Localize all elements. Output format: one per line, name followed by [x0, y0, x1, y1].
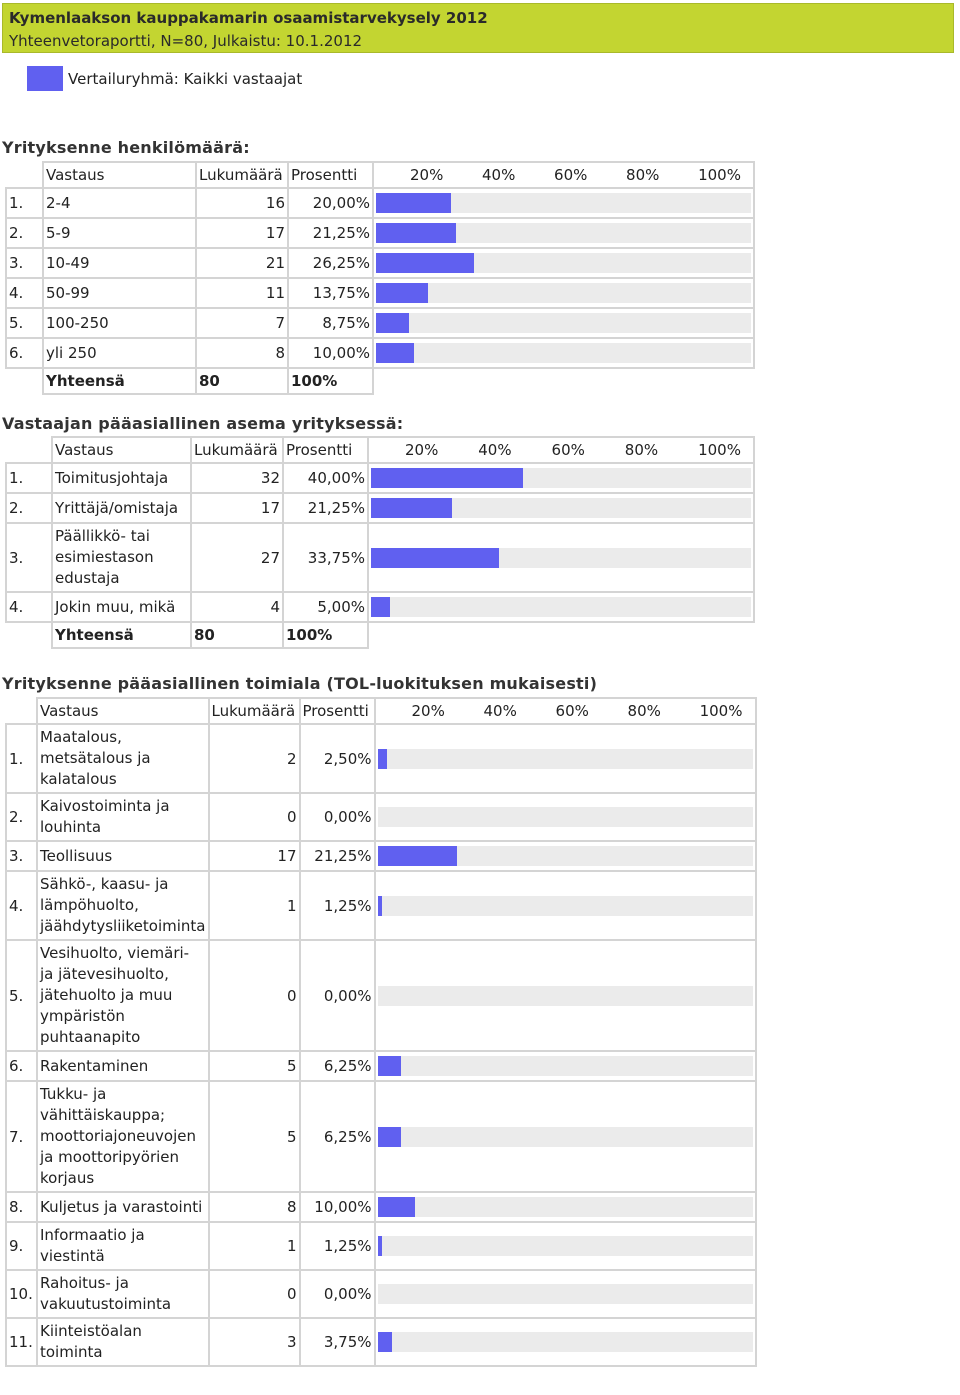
- row-answer: Rahoitus- ja vakuutustoiminta: [37, 1270, 209, 1318]
- table-row: [6, 592, 754, 622]
- report-header: [2, 3, 954, 53]
- bar-fill: [371, 597, 390, 617]
- row-count: 4: [191, 592, 283, 622]
- row-percent: 33,75%: [283, 523, 368, 592]
- bar-fill: [378, 1056, 401, 1076]
- axis-tick-label: 60%: [554, 166, 588, 184]
- bar-fill: [371, 548, 499, 568]
- table-header-row: [6, 162, 754, 188]
- row-number: 3.: [6, 841, 37, 871]
- axis-tick-label: 80%: [627, 702, 661, 720]
- bar-track: [371, 468, 751, 488]
- axis-tick-label: 100%: [699, 702, 743, 720]
- row-number: 8.: [6, 1192, 37, 1222]
- bar-track: [376, 223, 751, 243]
- row-count: 5: [209, 1081, 300, 1192]
- row-answer: yli 250: [43, 338, 196, 368]
- total-row: [6, 368, 754, 394]
- axis-ticks: [378, 702, 753, 720]
- header-count: Lukumäärä: [196, 162, 288, 188]
- row-answer: Kuljetus ja varastointi: [37, 1192, 209, 1222]
- table-row: [6, 338, 754, 368]
- row-answer: Tukku- ja vähittäiskauppa; moottoriajoneuvojen ja moottoripyörien korjaus: [37, 1081, 209, 1192]
- bar-track: [378, 807, 753, 827]
- row-answer: Kaivostoiminta ja louhinta: [37, 793, 209, 841]
- header-ticks: [373, 162, 754, 188]
- total-percent: 100%: [283, 622, 368, 648]
- table-header-row: [6, 698, 756, 724]
- total-percent: 100%: [288, 368, 373, 394]
- axis-tick-label: 60%: [555, 702, 589, 720]
- table-row: [6, 493, 754, 523]
- row-bar-cell: [375, 1222, 756, 1270]
- row-bar-cell: [373, 338, 754, 368]
- header-count: Lukumäärä: [209, 698, 300, 724]
- bar-fill: [378, 1332, 392, 1352]
- row-percent: 5,00%: [283, 592, 368, 622]
- row-bar-cell: [373, 188, 754, 218]
- row-count: 0: [209, 940, 300, 1051]
- row-count: 32: [191, 463, 283, 493]
- row-number: 10.: [6, 1270, 37, 1318]
- row-percent: 26,25%: [288, 248, 373, 278]
- bar-fill: [378, 1127, 401, 1147]
- axis-tick-label: 60%: [551, 441, 585, 459]
- row-percent: 0,00%: [300, 1270, 375, 1318]
- row-answer: Jokin muu, mikä: [52, 592, 191, 622]
- row-count: 11: [196, 278, 288, 308]
- row-bar-cell: [375, 724, 756, 793]
- bar-track: [378, 1197, 753, 1217]
- row-answer: 2-4: [43, 188, 196, 218]
- section-title-position: Vastaajan pääasiallinen asema yrityksessä:: [2, 414, 404, 433]
- row-count: 1: [209, 871, 300, 940]
- header-percent: Prosentti: [288, 162, 373, 188]
- axis-ticks: [376, 166, 751, 184]
- header-answer: Vastaus: [52, 437, 191, 463]
- row-percent: 10,00%: [288, 338, 373, 368]
- total-empty: [368, 622, 754, 648]
- bar-fill: [376, 223, 456, 243]
- total-blank: [6, 622, 52, 648]
- row-answer: Teollisuus: [37, 841, 209, 871]
- bar-track: [376, 313, 751, 333]
- row-percent: 6,25%: [300, 1051, 375, 1081]
- row-bar-cell: [368, 493, 754, 523]
- row-percent: 6,25%: [300, 1081, 375, 1192]
- row-bar-cell: [368, 463, 754, 493]
- table-industry: [5, 697, 757, 1367]
- row-bar-cell: [375, 1270, 756, 1318]
- axis-tick-label: 40%: [478, 441, 512, 459]
- bar-track: [376, 343, 751, 363]
- table-row: [6, 871, 756, 940]
- table-row: [6, 463, 754, 493]
- row-count: 17: [209, 841, 300, 871]
- bar-fill: [378, 846, 458, 866]
- row-percent: 10,00%: [300, 1192, 375, 1222]
- row-number: 2.: [6, 218, 43, 248]
- row-percent: 8,75%: [288, 308, 373, 338]
- bar-track: [371, 597, 751, 617]
- row-number: 5.: [6, 940, 37, 1051]
- table-row: [6, 1222, 756, 1270]
- row-count: 16: [196, 188, 288, 218]
- table-row: [6, 308, 754, 338]
- total-count: 80: [191, 622, 283, 648]
- bar-fill: [378, 1197, 416, 1217]
- row-percent: 21,25%: [288, 218, 373, 248]
- bar-fill: [376, 193, 451, 213]
- bar-track: [378, 1332, 753, 1352]
- row-bar-cell: [375, 1192, 756, 1222]
- row-percent: 20,00%: [288, 188, 373, 218]
- header-answer: Vastaus: [43, 162, 196, 188]
- row-answer: Maatalous, metsätalous ja kalatalous: [37, 724, 209, 793]
- row-count: 17: [196, 218, 288, 248]
- row-number: 6.: [6, 1051, 37, 1081]
- row-percent: 0,00%: [300, 940, 375, 1051]
- axis-ticks: [371, 441, 751, 459]
- row-percent: 40,00%: [283, 463, 368, 493]
- table-row: [6, 278, 754, 308]
- axis-tick-label: 80%: [624, 441, 659, 459]
- row-number: 3.: [6, 248, 43, 278]
- total-label: Yhteensä: [52, 622, 191, 648]
- bar-fill: [378, 1236, 383, 1256]
- row-number: 2.: [6, 493, 52, 523]
- header-blank: [6, 698, 37, 724]
- row-bar-cell: [375, 841, 756, 871]
- table-row: [6, 724, 756, 793]
- row-percent: 13,75%: [288, 278, 373, 308]
- bar-track: [378, 1127, 753, 1147]
- row-number: 1.: [6, 188, 43, 218]
- row-percent: 1,25%: [300, 1222, 375, 1270]
- row-bar-cell: [375, 940, 756, 1051]
- bar-track: [378, 846, 753, 866]
- row-answer: 100-250: [43, 308, 196, 338]
- row-answer: Informaatio ja viestintä: [37, 1222, 209, 1270]
- row-count: 7: [196, 308, 288, 338]
- table-row: [6, 940, 756, 1051]
- axis-tick-label: 40%: [482, 166, 516, 184]
- row-number: 4.: [6, 871, 37, 940]
- row-number: 4.: [6, 278, 43, 308]
- report-subtitle: Yhteenvetoraportti, N=80, Julkaistu: 10.1.2012: [9, 32, 363, 50]
- bar-fill: [371, 498, 452, 518]
- table-row: [6, 1081, 756, 1192]
- bar-fill: [376, 343, 414, 363]
- total-empty: [373, 368, 754, 394]
- bar-track: [378, 1056, 753, 1076]
- bar-track: [378, 896, 753, 916]
- row-bar-cell: [375, 793, 756, 841]
- header-ticks: [375, 698, 756, 724]
- row-number: 5.: [6, 308, 43, 338]
- row-count: 2: [209, 724, 300, 793]
- bar-track: [376, 283, 751, 303]
- row-percent: 2,50%: [300, 724, 375, 793]
- header-ticks: [368, 437, 754, 463]
- bar-track: [371, 498, 751, 518]
- row-bar-cell: [373, 308, 754, 338]
- table-row: [6, 1192, 756, 1222]
- bar-fill: [376, 313, 409, 333]
- row-answer: Toimitusjohtaja: [52, 463, 191, 493]
- row-count: 17: [191, 493, 283, 523]
- axis-tick-label: 20%: [410, 166, 444, 184]
- table-row: [6, 523, 754, 592]
- row-answer: Yrittäjä/omistaja: [52, 493, 191, 523]
- row-answer: 50-99: [43, 278, 196, 308]
- report-title: Kymenlaakson kauppakamarin osaamistarvekysely 2012: [9, 9, 488, 27]
- table-header-row: [6, 437, 754, 463]
- bar-fill: [371, 468, 523, 488]
- row-count: 21: [196, 248, 288, 278]
- total-label: Yhteensä: [43, 368, 196, 394]
- axis-tick-label: 80%: [626, 166, 660, 184]
- row-percent: 1,25%: [300, 871, 375, 940]
- row-number: 2.: [6, 793, 37, 841]
- row-percent: 21,25%: [300, 841, 375, 871]
- row-answer: Sähkö-, kaasu- ja lämpöhuolto, jäähdytysliiketoiminta: [37, 871, 209, 940]
- legend-label: Vertailuryhmä: Kaikki vastaajat: [68, 70, 303, 88]
- bar-track: [378, 749, 753, 769]
- row-percent: 0,00%: [300, 793, 375, 841]
- row-bar-cell: [375, 1081, 756, 1192]
- header-blank: [6, 437, 52, 463]
- table-row: [6, 248, 754, 278]
- header-answer: Vastaus: [37, 698, 209, 724]
- bar-fill: [376, 283, 428, 303]
- row-number: 1.: [6, 724, 37, 793]
- row-percent: 3,75%: [300, 1318, 375, 1366]
- table-position: [5, 436, 755, 649]
- bar-track: [378, 1284, 753, 1304]
- row-count: 5: [209, 1051, 300, 1081]
- bar-track: [371, 548, 751, 568]
- row-percent: 21,25%: [283, 493, 368, 523]
- row-answer: Rakentaminen: [37, 1051, 209, 1081]
- row-number: 7.: [6, 1081, 37, 1192]
- bar-fill: [376, 253, 474, 273]
- axis-tick-label: 100%: [698, 441, 741, 459]
- row-answer: 5-9: [43, 218, 196, 248]
- table-row: [6, 218, 754, 248]
- row-count: 0: [209, 793, 300, 841]
- row-bar-cell: [375, 1051, 756, 1081]
- table-row: [6, 793, 756, 841]
- total-count: 80: [196, 368, 288, 394]
- row-bar-cell: [375, 1318, 756, 1366]
- header-blank: [6, 162, 43, 188]
- row-count: 8: [209, 1192, 300, 1222]
- table-row: [6, 1270, 756, 1318]
- table-row: [6, 188, 754, 218]
- row-bar-cell: [373, 248, 754, 278]
- bar-track: [378, 986, 753, 1006]
- row-count: 0: [209, 1270, 300, 1318]
- bar-track: [376, 253, 751, 273]
- row-count: 8: [196, 338, 288, 368]
- bar-track: [378, 1236, 753, 1256]
- table-row: [6, 841, 756, 871]
- row-count: 1: [209, 1222, 300, 1270]
- row-bar-cell: [373, 218, 754, 248]
- row-number: 9.: [6, 1222, 37, 1270]
- row-answer: 10-49: [43, 248, 196, 278]
- row-count: 27: [191, 523, 283, 592]
- axis-tick-label: 100%: [698, 166, 741, 184]
- header-percent: Prosentti: [300, 698, 375, 724]
- total-blank: [6, 368, 43, 394]
- row-number: 4.: [6, 592, 52, 622]
- row-count: 3: [209, 1318, 300, 1366]
- row-number: 1.: [6, 463, 52, 493]
- row-bar-cell: [368, 592, 754, 622]
- bar-track: [376, 193, 751, 213]
- row-number: 3.: [6, 523, 52, 592]
- row-number: 11.: [6, 1318, 37, 1366]
- axis-tick-label: 20%: [411, 702, 445, 720]
- section-title-staff-size: Yrityksenne henkilömäärä:: [2, 138, 250, 157]
- header-percent: Prosentti: [283, 437, 368, 463]
- row-number: 6.: [6, 338, 43, 368]
- row-bar-cell: [373, 278, 754, 308]
- legend-swatch: [27, 66, 63, 91]
- axis-tick-label: 40%: [483, 702, 517, 720]
- row-answer: Päällikkö- tai esimiestason edustaja: [52, 523, 191, 592]
- row-answer: Vesihuolto, viemäri- ja jätevesihuolto, jätehuolto ja muu ympäristön puhtaanapito: [37, 940, 209, 1051]
- table-staff-size: [5, 161, 755, 395]
- bar-fill: [378, 896, 383, 916]
- table-row: [6, 1318, 756, 1366]
- row-bar-cell: [368, 523, 754, 592]
- section-title-industry: Yrityksenne pääasiallinen toimiala (TOL-luokituksen mukaisesti): [2, 674, 598, 693]
- axis-tick-label: 20%: [405, 441, 439, 459]
- header-count: Lukumäärä: [191, 437, 283, 463]
- total-row: [6, 622, 754, 648]
- table-row: [6, 1051, 756, 1081]
- row-answer: Kiinteistöalan toiminta: [37, 1318, 209, 1366]
- bar-fill: [378, 749, 387, 769]
- row-bar-cell: [375, 871, 756, 940]
